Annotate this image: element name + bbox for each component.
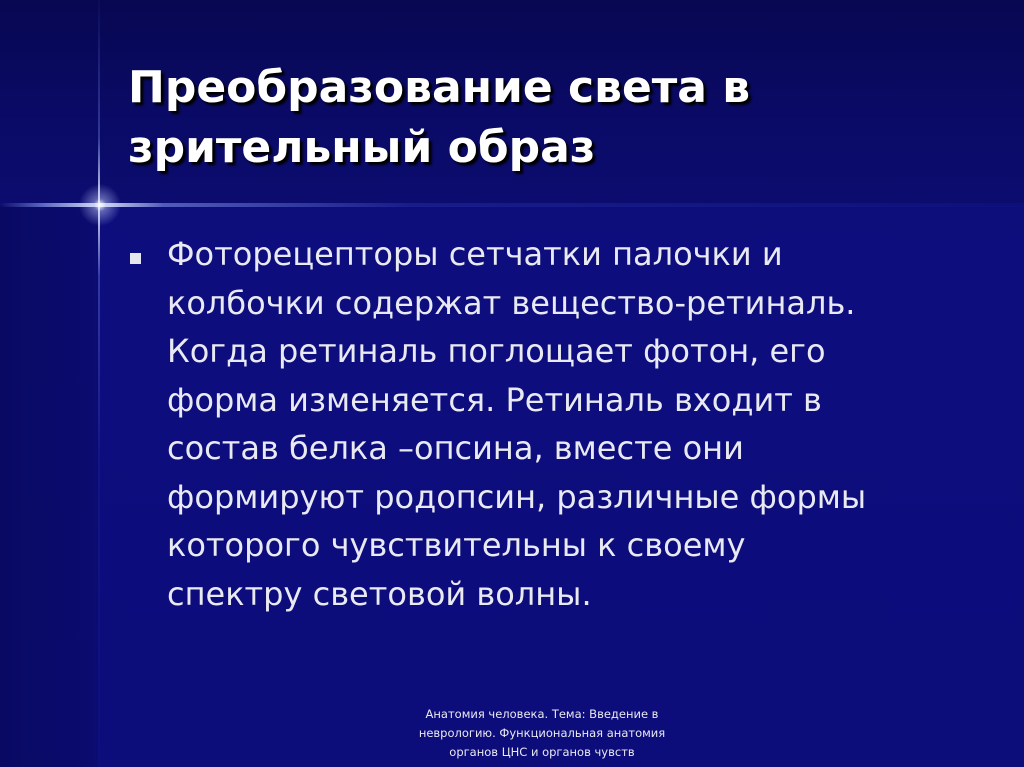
slide-footer: Анатомия человека. Тема: Введение в неврологию. Функциональная анатомия органов ЦНС и органов чувств	[418, 707, 666, 759]
left-decor-panel	[0, 206, 98, 767]
square-bullet-icon	[130, 253, 141, 264]
bullet-text: Фоторецепторы сетчатки палочки и колбочки содержат вещество-ретиналь. Когда ретиналь поглощает фотон, его форма изменяется. Ретиналь входит в состав белка –опсина, вместе они формируют родопсин, различные формы которого чувствительны к своему спектру световой волны.	[167, 235, 867, 613]
slide-title: Преобразование света в зрительный образ	[128, 62, 751, 173]
star-glow-icon	[75, 180, 125, 230]
horizontal-light-streak	[0, 203, 1024, 207]
vertical-light-streak	[98, 0, 100, 767]
